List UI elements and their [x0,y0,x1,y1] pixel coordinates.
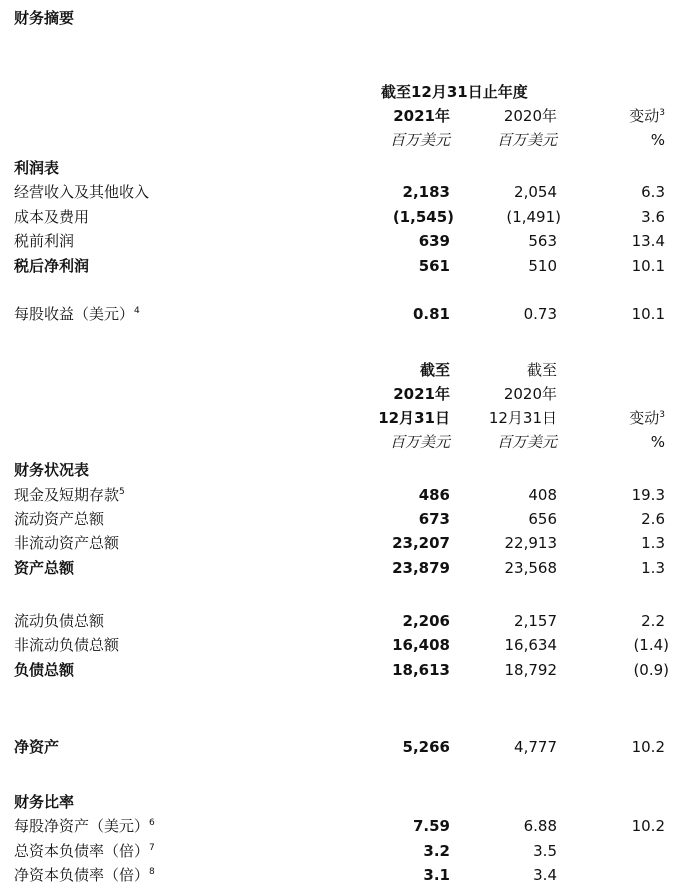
income-col-2021: 2021年 [393,107,450,125]
balance-unit-2020: 百万美元 [496,433,557,451]
balance-unit-change: % [650,433,665,451]
balance-col-change: 变动$^3$ [629,409,665,427]
income-unit-2021: 百万美元 [389,131,450,149]
ratios-section-title: 财务比率 [14,793,75,811]
balance-h1-2020: 截至 [526,361,557,379]
income-section-title: 利润表 [14,159,60,177]
balance-h2-2020: 2020年 [503,385,557,403]
balance-h3-2020: 12月31日 [488,409,557,427]
income-unit-change: % [650,131,665,149]
income-unit-2020: 百万美元 [496,131,557,149]
income-col-change: 变动$^3$ [629,107,665,125]
balance-h2-2021: 2021年 [393,385,450,403]
balance-h1-2021: 截至 [419,361,450,379]
balance-unit-2021: 百万美元 [389,433,450,451]
income-period-header: 截至12月31日止年度 [381,83,528,101]
page-title: 财务摘要 [14,9,75,27]
balance-section-title: 财务状况表 [14,461,90,479]
balance-h3-2021: 12月31日 [378,409,450,427]
income-col-2020: 2020年 [503,107,557,125]
